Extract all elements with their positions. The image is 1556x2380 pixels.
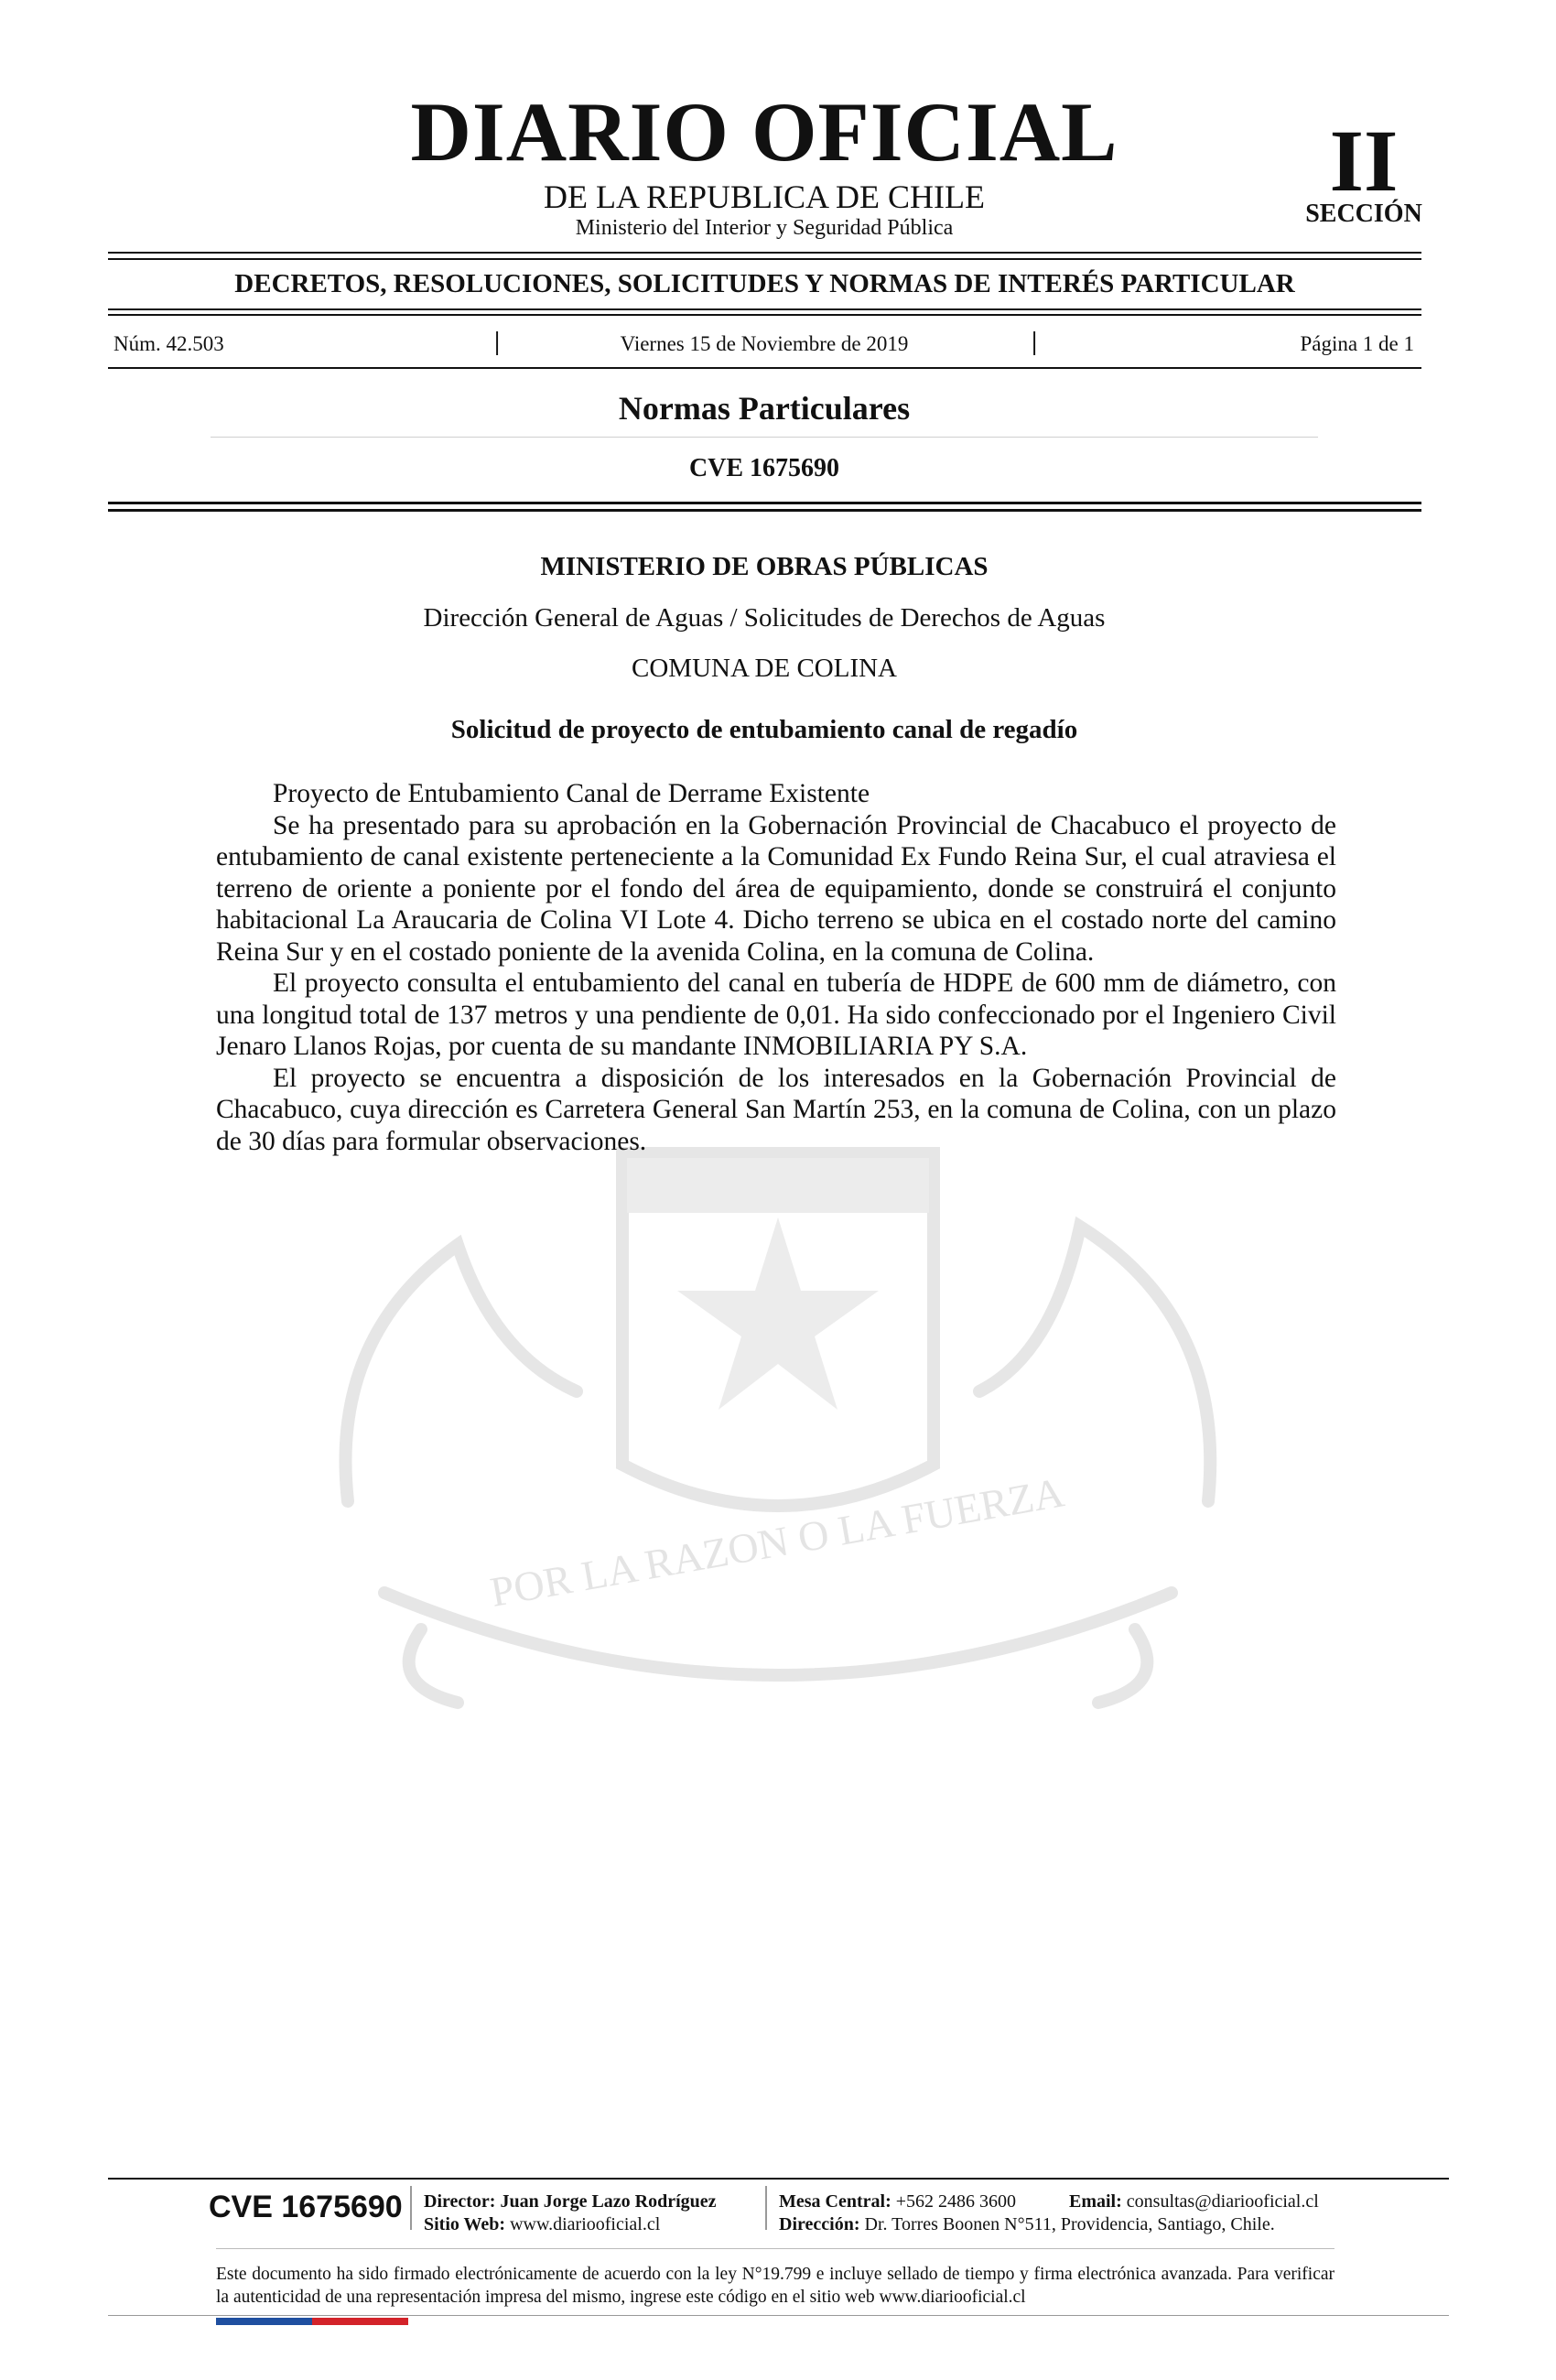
watermark-motto: POR LA RAZON O LA FUERZA bbox=[486, 1468, 1068, 1616]
masthead-rule-top bbox=[108, 252, 1421, 254]
footer-separator bbox=[765, 2186, 767, 2230]
newspaper-subtitle: DE LA REPUBLICA DE CHILE bbox=[544, 178, 985, 215]
header-rule-thick bbox=[108, 502, 1421, 504]
section-divider bbox=[211, 437, 1318, 438]
document-department: Dirección General de Aguas / Solicitudes de Derechos de Aguas bbox=[423, 603, 1106, 633]
body-paragraph: El proyecto se encuentra a disposición de los interesados en la Gobernación Provincial de Chacabuco, cuya dirección es Carretera General San Martín 253, en la comuna de Colina, con un plazo de 30 días para formular observaciones. bbox=[216, 1063, 1336, 1156]
section-number: II bbox=[1329, 112, 1399, 210]
footer-separator bbox=[410, 2186, 412, 2230]
footer-director bbox=[424, 2192, 717, 2211]
body-paragraph: El proyecto consulta el entubamiento del canal en tubería de HDPE de 600 mm de diámetro, con una longitud total de 137 metros y una pendiente de 0,01. Ha sido confeccionado por el Ingeniero Civil Jenaro Llanos Rojas, por cuenta de su mandante INMOBILIARIA PY S.A. bbox=[216, 968, 1336, 1061]
document-heading: Solicitud de proyecto de entubamiento canal de regadío bbox=[450, 715, 1078, 744]
website-label: Sitio Web: bbox=[424, 2214, 506, 2234]
section-banner: DECRETOS, RESOLUCIONES, SOLICITUDES Y NORMAS DE INTERÉS PARTICULAR bbox=[234, 269, 1295, 298]
flag-stripe-red bbox=[312, 2318, 408, 2325]
document-comuna: COMUNA DE COLINA bbox=[632, 654, 897, 683]
coat-of-arms-watermark-icon bbox=[275, 1117, 1281, 1712]
body-paragraph: Proyecto de Entubamiento Canal de Derrame Existente bbox=[273, 779, 870, 808]
section-label: SECCIÓN bbox=[1305, 200, 1422, 228]
phone-number: +562 2486 3600 bbox=[895, 2191, 1017, 2212]
meta-separator: | bbox=[1032, 328, 1038, 356]
footer-website bbox=[424, 2215, 660, 2234]
meta-rule bbox=[108, 367, 1421, 369]
footer-cve-code: CVE 1675690 bbox=[209, 2190, 403, 2224]
footer-notice: Este documento ha sido firmado electrónicamente de acuerdo con la ley N°19.799 e incluye sellado de tiempo y firma electrónica avanzada. Para verificar la autenticidad de una representación impresa del mismo, ingrese este código en el sitio web www.diariooficial.cl bbox=[216, 2265, 1334, 2307]
body-paragraph: Se ha presentado para su aprobación en la Gobernación Provincial de Chacabuco el proyecto de entubamiento de canal existente perteneciente a la Comunidad Ex Fundo Reina Sur, el cual atraviesa el terreno de oriente a poniente por el fondo del área de equipamiento, donde se construirá el conjunto habitacional La Araucaria de Colina VI Lote 4. Dicho terreno se ubica en el costado norte del camino Reina Sur y en el costado poniente de la avenida Colina, en la comuna de Colina. bbox=[216, 810, 1336, 967]
director-label: Director: bbox=[424, 2191, 496, 2212]
document-body bbox=[216, 778, 1336, 1157]
director-name: Juan Jorge Lazo Rodríguez bbox=[500, 2191, 717, 2212]
footer-address bbox=[779, 2215, 1275, 2234]
newspaper-title: DIARIO OFICIAL bbox=[410, 85, 1118, 178]
page-indicator: Página 1 de 1 bbox=[1300, 332, 1414, 355]
meta-separator: | bbox=[494, 328, 501, 356]
issue-date: Viernes 15 de Noviembre de 2019 bbox=[620, 332, 909, 355]
section-title: Normas Particulares bbox=[618, 390, 911, 427]
address-label: Dirección: bbox=[779, 2214, 860, 2234]
cve-code: CVE 1675690 bbox=[688, 454, 840, 482]
flag-stripe-blue bbox=[216, 2318, 312, 2325]
email-link[interactable]: consultas@diariooficial.cl bbox=[1126, 2191, 1319, 2212]
footer-email bbox=[1069, 2192, 1319, 2211]
phone-label: Mesa Central: bbox=[779, 2191, 891, 2212]
document-ministry: MINISTERIO DE OBRAS PÚBLICAS bbox=[540, 552, 989, 581]
banner-rule-bottom bbox=[108, 308, 1421, 310]
email-label: Email: bbox=[1069, 2191, 1122, 2212]
masthead-rule-top-2 bbox=[108, 258, 1421, 260]
footer-rule-bottom bbox=[108, 2315, 1449, 2316]
address-value: Dr. Torres Boonen N°511, Providencia, Santiago, Chile. bbox=[864, 2214, 1275, 2234]
footer-phone bbox=[779, 2192, 1016, 2211]
footer-divider bbox=[216, 2248, 1334, 2249]
website-link[interactable]: www.diariooficial.cl bbox=[510, 2214, 661, 2234]
issue-number: Núm. 42.503 bbox=[113, 332, 224, 355]
header-rule-thick-2 bbox=[108, 509, 1421, 512]
ministry-line: Ministerio del Interior y Seguridad Pública bbox=[575, 216, 954, 240]
footer-rule-top bbox=[108, 2178, 1449, 2180]
banner-rule-bottom-2 bbox=[108, 314, 1421, 316]
